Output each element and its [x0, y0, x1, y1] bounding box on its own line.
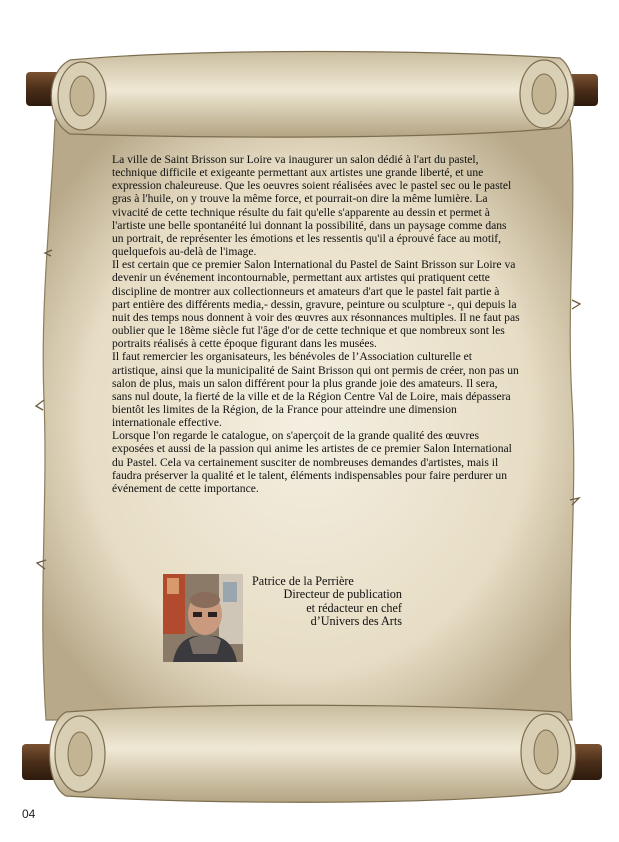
article-paragraph: Il est certain que ce premier Salon International du Pastel de Saint Brisson sur Loire va devenir un événement incontournable, permettant aux artistes qui pratiquent cette discipline de montrer aux collectionneurs et amateurs d'art que le pastel fait partie à part entière des différents media,- dessin, gravure, peinture ou sculpture -, qui depuis la nuit des temps nous donnent à voir des œuvres aux résonnances multiples. Il ne faut pas oublier que le 18ème siècle fut l'âge d'or de cette technique et que nombreux sont les portraits réalisés à cette époque figurant dans les musées.	[112, 258, 520, 351]
author-signature	[163, 574, 402, 662]
author-portrait	[163, 574, 243, 662]
author-role: et rédacteur en chef	[306, 600, 402, 615]
author-name: Patrice de la Perrière	[252, 574, 354, 588]
author-role: d’Univers des Arts	[310, 614, 402, 629]
top-scroll-roll	[26, 52, 598, 138]
article-body	[112, 153, 520, 495]
author-credits	[252, 575, 402, 629]
article-paragraph: Lorsque l'on regarde le catalogue, on s'aperçoit de la grande qualité des œuvres exposées et aussi de la passion qui anime les artistes de ce premier Salon International du Pastel. Cela va certainement susciter de nombreuses demandes d'artistes, mais il faudra préserver la qualité et le talent, éléments indispensables pour faire perdurer un événement de cette importance.	[112, 429, 512, 495]
article-paragraph: La ville de Saint Brisson sur Loire va inaugurer un salon dédié à l'art du pastel, technique difficile et exigeante permettant aux artistes une grande liberté, et une expression chaleureuse. Que les oeuvres soient réalisées avec le pastel sec ou le pastel gras à l'huile, on y trouve la même force, et pourrait-on dire la même lumière. La vivacité de cette technique résulte du fait qu'elle s'apparente au dessin et permet à l'artiste une belle spontanéité lui donnant la possibilité, dans un paysage comme dans un portrait, de représenter les émotions et les ressentis qu'il a éprouvé face au motif, quelquefois au-delà de l'image.	[112, 153, 512, 259]
article-paragraph: Il faut remercier les organisateurs, les bénévoles de l’Association culturelle et artistique, ainsi que la municipalité de Saint Brisson qui ont permis de créer, non pas un salon de plus, mais un salon différent pour la plus grande joie des amateurs. Il sera, sans nul doute, la fierté de la ville et de la Région Centre Val de Loire, mais dépassera bientôt les limites de la Région, de la France pour atteindre une dimension internationale effective.	[112, 350, 519, 430]
page-number: 04	[22, 807, 36, 821]
author-role: Directeur de publication	[283, 587, 402, 602]
bottom-scroll-roll	[22, 705, 602, 802]
